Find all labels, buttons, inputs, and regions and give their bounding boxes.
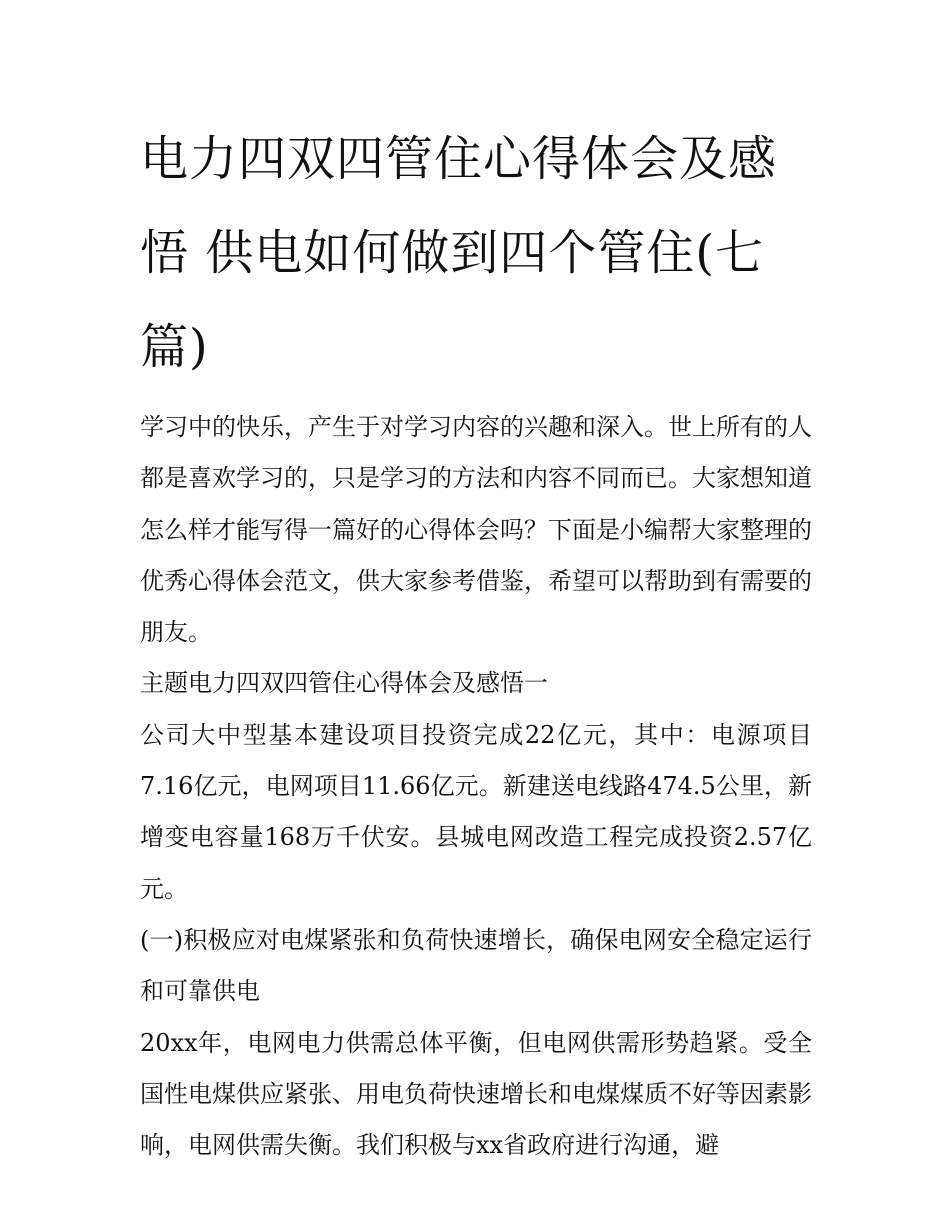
supply-paragraph: 20xx年，电网电力供需总体平衡，但电网供需形势趋紧。受全国性电煤供应紧张、用电负荷快速增长和电煤煤质不好等因素影响，电网供需失衡。我们积极与xx省政府进行沟通，避 — [140, 1028, 812, 1160]
subsection-heading: (一)积极应对电煤紧张和负荷快速增长，确保电网安全稳定运行和可靠供电 — [140, 925, 812, 1006]
document-title: 电力四双四管住心得体会及感悟 供电如何做到四个管住(七篇) — [140, 131, 778, 375]
document-page — [140, 112, 812, 1171]
intro-paragraph: 学习中的快乐，产生于对学习内容的兴趣和深入。世上所有的人都是喜欢学习的，只是学习的方法和内容不同而已。大家想知道怎么样才能写得一篇好的心得体会吗？下面是小编帮大家整理的优秀心得体会范文，供大家参考借鉴，希望可以帮助到有需要的朋友。 — [140, 413, 812, 647]
section-heading: 主题电力四双四管住心得体会及感悟一 — [140, 669, 548, 698]
investment-paragraph: 公司大中型基本建设项目投资完成22亿元，其中：电源项目7.16亿元，电网项目11.66亿元。新建送电线路474.5公里，新增变电容量168万千伏安。县城电网改造工程完成投资2.57亿元。 — [140, 720, 812, 903]
